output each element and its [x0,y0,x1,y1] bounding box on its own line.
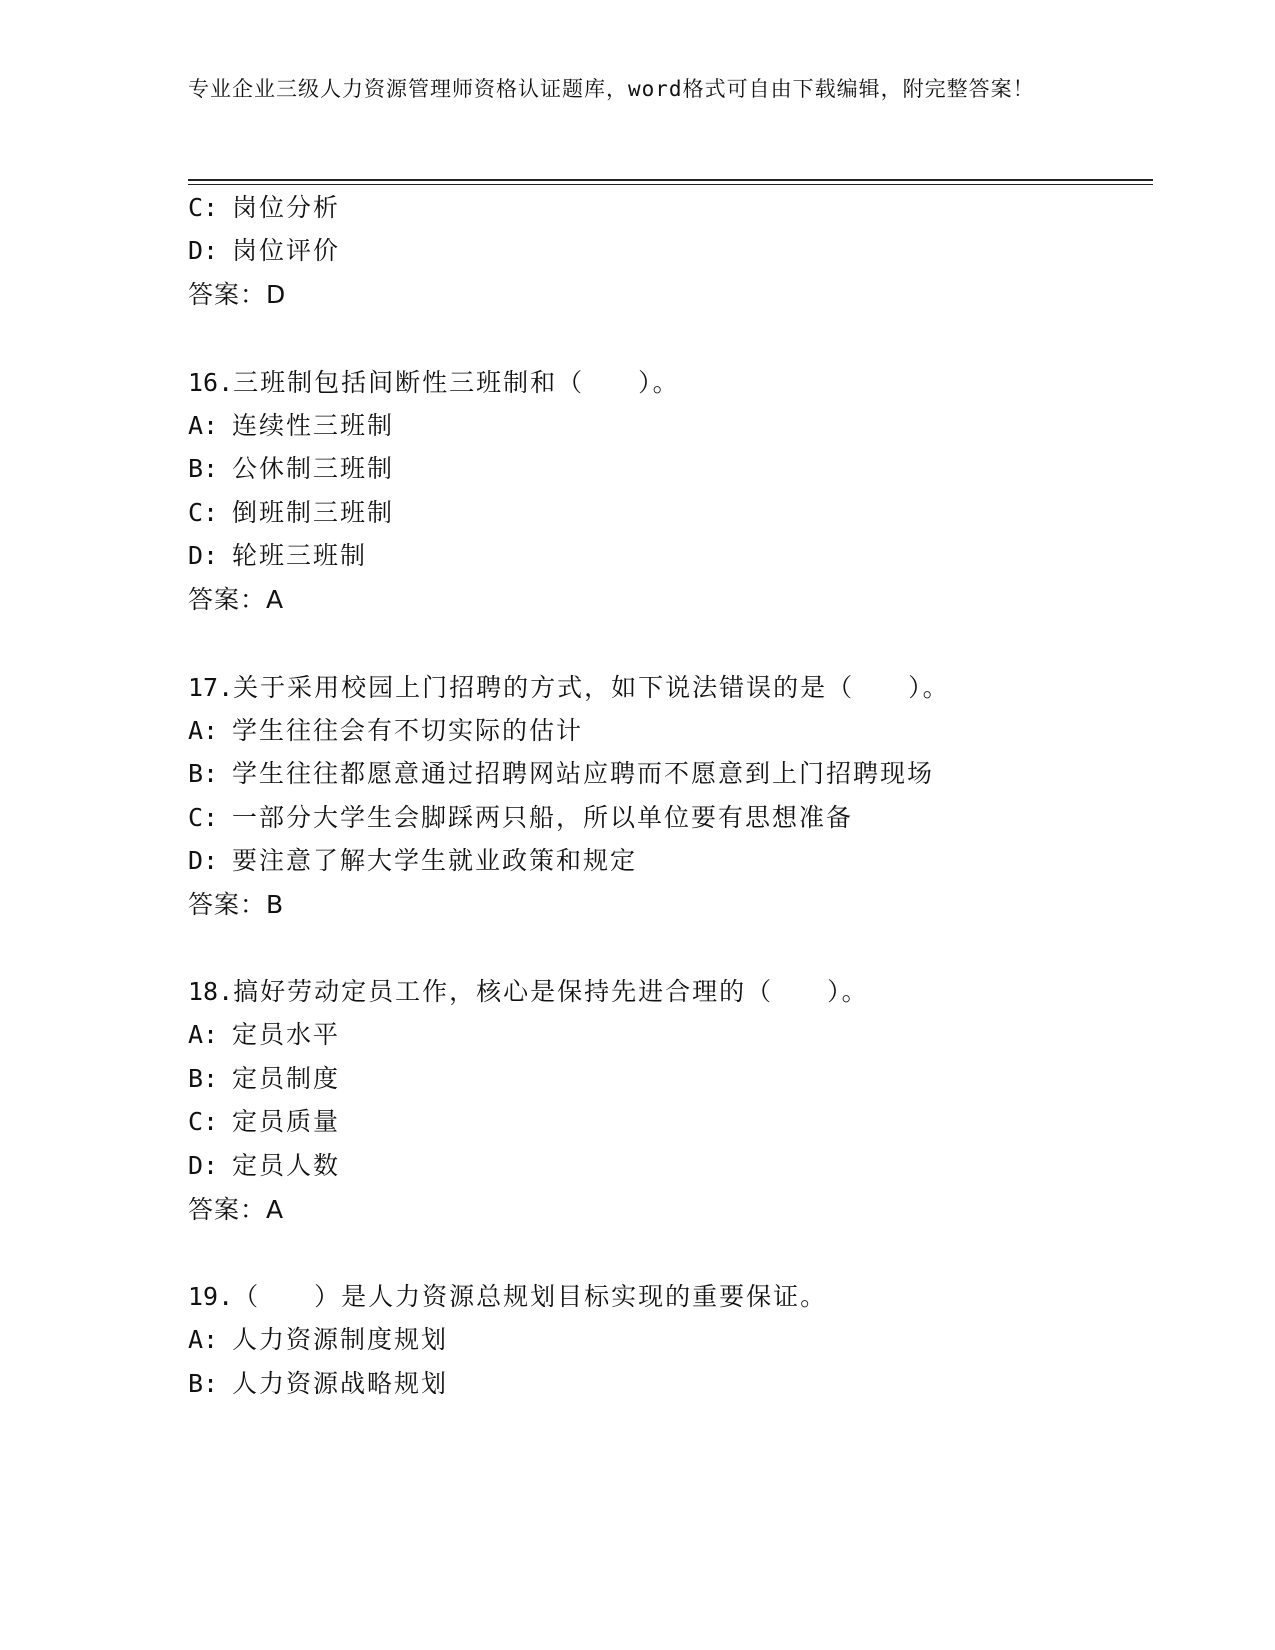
option-d [188,540,367,572]
option-letter: D: [188,846,219,875]
question-stem-end: ）。 [908,673,950,702]
option-text: 倒班制三班制 [232,498,395,527]
question-stem-start: 关于采用校园上门招聘的方式，如下说法错误的是（ [233,673,855,702]
option-letter: A: [188,1325,219,1354]
header-rule-thick [188,179,1153,181]
option-d [188,235,340,267]
question-number: 19. [188,1282,234,1311]
option-letter: B: [188,1064,219,1093]
option-text: 学生往往会有不切实际的估计 [232,716,584,745]
question-stem-end: ）。 [638,368,680,397]
question-19-stem [188,1281,827,1313]
option-text: 学生往往都愿意通过招聘网站应聘而不愿意到上门招聘现场 [232,759,935,788]
option-letter: B: [188,759,219,788]
option-text: 岗位分析 [232,193,341,222]
option-text: 定员质量 [232,1107,341,1136]
option-c [188,192,340,224]
option-b [188,453,394,485]
option-c [188,1106,340,1138]
option-a [188,1019,340,1051]
question-number: 18. [188,977,234,1006]
option-text: 一部分大学生会脚踩两只船，所以单位要有思想准备 [232,803,854,832]
option-letter: C: [188,1107,219,1136]
option-letter: A: [188,1020,219,1049]
option-letter: C: [188,193,219,222]
option-text: 定员制度 [232,1064,341,1093]
option-text: 连续性三班制 [232,411,395,440]
option-d [188,845,637,877]
option-a [188,410,394,442]
option-letter: D: [188,1151,219,1180]
option-letter: D: [188,541,219,570]
option-letter: A: [188,716,219,745]
question-17-stem [188,672,950,704]
option-text: 定员水平 [232,1020,341,1049]
question-number: 16. [188,368,234,397]
option-a [188,1324,448,1356]
option-letter: B: [188,454,219,483]
option-c [188,802,853,834]
option-text: 公休制三班制 [232,454,395,483]
option-b [188,1368,448,1400]
option-text: 定员人数 [232,1151,341,1180]
option-letter: A: [188,411,219,440]
document-header: 专业企业三级人力资源管理师资格认证题库，word格式可自由下载编辑，附完整答案！ [188,77,1035,101]
option-text: 岗位评价 [232,236,341,265]
option-text: 人力资源制度规划 [232,1325,449,1354]
option-letter: D: [188,236,219,265]
question-16-stem [188,367,680,399]
question-stem-start: 三班制包括间断性三班制和（ [233,368,585,397]
option-text: 轮班三班制 [232,541,368,570]
option-letter: B: [188,1369,219,1398]
question-stem-end: ）是人力资源总规划目标实现的重要保证。 [314,1282,828,1311]
header-rule-thin [188,184,1153,185]
option-d [188,1150,340,1182]
answer-line: 答案：A [188,1195,285,1224]
option-text: 人力资源战略规划 [232,1369,449,1398]
option-c [188,497,394,529]
question-stem-end: ）。 [827,977,869,1006]
answer-line: 答案：B [188,890,285,919]
option-letter: C: [188,803,219,832]
question-stem-start: （ [233,1282,261,1311]
option-a [188,715,583,747]
question-18-stem [188,976,869,1008]
question-stem-start: 搞好劳动定员工作，核心是保持先进合理的（ [233,977,774,1006]
answer-line: 答案：A [188,585,285,614]
answer-line: 答案：D [188,280,287,309]
option-b [188,1063,340,1095]
question-number: 17. [188,673,234,702]
option-text: 要注意了解大学生就业政策和规定 [232,846,638,875]
option-letter: C: [188,498,219,527]
option-b [188,758,934,790]
